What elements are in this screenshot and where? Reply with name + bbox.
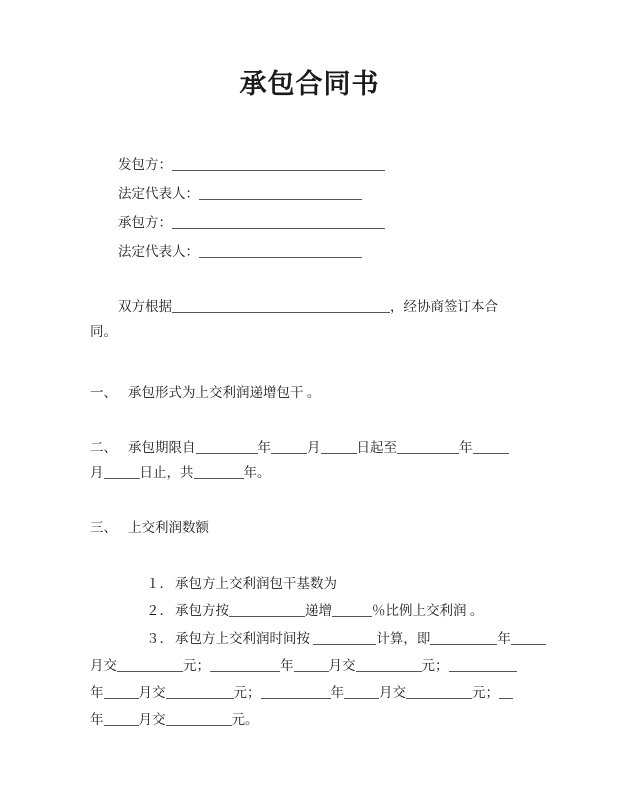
- preamble-blank-basis[interactable]: [172, 299, 390, 313]
- clause-3-item-3-blank-year-2[interactable]: [210, 658, 280, 672]
- clause-3-item-1-number: １．: [146, 576, 173, 591]
- clause-2-text-e: 年: [459, 440, 473, 455]
- field-row-contracting-legal-rep: [118, 242, 362, 262]
- clause-2-line-1: [90, 438, 509, 458]
- clause-3-item-3-text-c: 年: [497, 631, 511, 646]
- clause-3-item-3-text-o: 年: [90, 712, 104, 727]
- field-blank-contracting-legal-rep[interactable]: [199, 243, 362, 258]
- clause-3-item-3-blank-amount-3[interactable]: [166, 685, 234, 699]
- clause-3-item-2-number: ２．: [146, 603, 173, 618]
- clause-3-item-2-text-c: ％比例上交利润 。: [372, 603, 484, 618]
- clause-2-text-f: 月: [90, 465, 104, 480]
- field-label-issuing-legal-rep: 法定代表人：: [118, 186, 199, 201]
- clause-3-item-3-blank-amount-1[interactable]: [117, 658, 183, 672]
- field-label-contracting-legal-rep: 法定代表人：: [118, 244, 199, 259]
- clause-2-text-h: 年。: [243, 465, 271, 480]
- clause-2-blank-end-month[interactable]: [473, 440, 509, 454]
- clause-3-item-3-text-f: 年: [280, 658, 294, 673]
- clause-3-item-3-blank-month-3[interactable]: [104, 685, 139, 699]
- clause-2-text-d: 日起至: [356, 440, 397, 455]
- clause-3-item-3-blank-period[interactable]: [313, 631, 376, 645]
- field-row-issuing-legal-rep: [118, 184, 362, 204]
- clause-3-item-3-text-d: 月交: [90, 658, 117, 673]
- field-label-issuing-party: 发包方：: [118, 157, 172, 172]
- clause-3-item-3-text-a: 承包方上交利润时间按: [175, 631, 314, 646]
- clause-3-item-3-line-4: [90, 710, 259, 730]
- field-row-contracting-party: [118, 213, 385, 233]
- field-blank-contracting-party[interactable]: [172, 214, 385, 229]
- preamble-line-1: [118, 297, 498, 317]
- clause-3-heading-line: [90, 518, 209, 538]
- clause-3-item-2-blank-base[interactable]: [229, 603, 305, 617]
- clause-3-item-3-blank-amount-2[interactable]: [356, 658, 422, 672]
- clause-3-item-2-text-a: 承包方按: [175, 603, 229, 618]
- clause-3-item-3-text-b: 计算，即: [376, 631, 431, 646]
- clause-2-blank-start-day[interactable]: [321, 440, 357, 454]
- clause-3-item-3-text-l: 年: [330, 685, 344, 700]
- clause-3-item-3-blank-year-1[interactable]: [430, 631, 497, 645]
- clause-3-item-3-text-h: 元；: [421, 658, 449, 673]
- field-label-contracting-party: 承包方：: [118, 215, 172, 230]
- clause-3-item-3-blank-month-5[interactable]: [104, 712, 139, 726]
- page-title: 承包合同书: [239, 69, 380, 99]
- preamble-line-2: [90, 322, 117, 342]
- clause-3-item-3-blank-amount-4[interactable]: [406, 685, 472, 699]
- clause-3-item-3-text-m: 月交: [379, 685, 406, 700]
- clause-3-item-3-number: ３．: [146, 631, 173, 646]
- clause-3-item-3-text-p: 月交: [138, 712, 166, 727]
- clause-3-item-3-text-j: 月交: [138, 685, 166, 700]
- clause-2-text-a: 承包期限自: [128, 440, 196, 455]
- clause-2-blank-end-day[interactable]: [104, 465, 140, 479]
- clause-2-blank-end-year[interactable]: [397, 440, 459, 454]
- clause-1-line: [90, 383, 320, 403]
- clause-3-item-3-line-3: [90, 683, 513, 703]
- clause-3-item-3-text-e: 元；: [183, 658, 210, 673]
- clause-3-item-3-blank-month-2[interactable]: [294, 658, 329, 672]
- clause-3-item-3-text-i: 年: [90, 685, 104, 700]
- field-row-issuing-party: [118, 155, 385, 175]
- clause-3-item-3-line-1: [146, 629, 546, 649]
- clause-3-item-2: [146, 601, 483, 621]
- clause-3-item-3-blank-year-3[interactable]: [449, 658, 517, 672]
- clause-2-text-b: 年: [257, 440, 271, 455]
- field-blank-issuing-party[interactable]: [172, 156, 385, 171]
- clause-2-blank-start-year[interactable]: [196, 440, 258, 454]
- clause-1-text: 承包形式为上交利润递增包干 。: [128, 385, 321, 400]
- clause-3-item-3-text-k: 元；: [233, 685, 261, 700]
- clause-3-item-3-blank-year-5[interactable]: [499, 685, 513, 699]
- preamble-suffix: ，经协商签订本合: [390, 299, 498, 314]
- clause-3-item-3-text-n: 元；: [472, 685, 499, 700]
- clause-3-heading: 上交利润数额: [128, 520, 209, 535]
- clause-3-item-3-blank-month-4[interactable]: [344, 685, 379, 699]
- clause-3-item-1-text: 承包方上交利润包干基数为: [175, 576, 337, 591]
- preamble-prefix: 双方根据: [118, 299, 172, 314]
- clause-1-number: 一、: [90, 385, 117, 400]
- clause-2-number: 二、: [90, 440, 117, 455]
- clause-3-item-3-line-2: [90, 656, 517, 676]
- clause-3-item-2-blank-percent[interactable]: [332, 603, 372, 617]
- clause-3-item-3-blank-year-4[interactable]: [261, 685, 331, 699]
- clause-2-line-2: [90, 463, 271, 483]
- clause-3-item-3-blank-amount-5[interactable]: [166, 712, 232, 726]
- field-blank-issuing-legal-rep[interactable]: [199, 185, 362, 200]
- clause-2-blank-start-month[interactable]: [271, 440, 307, 454]
- clause-2-blank-total-years[interactable]: [194, 465, 244, 479]
- preamble-line-2-text: 同。: [90, 324, 117, 339]
- clause-3-number: 三、: [90, 520, 117, 535]
- clause-3-item-1: [146, 574, 337, 594]
- clause-2-text-g: 日止，共: [139, 465, 194, 480]
- clause-3-item-3-blank-month-1[interactable]: [511, 631, 546, 645]
- clause-3-item-2-text-b: 递增: [305, 603, 332, 618]
- clause-3-item-3-text-g: 月交: [328, 658, 356, 673]
- clause-3-item-3-text-q: 元。: [231, 712, 259, 727]
- clause-2-text-c: 月: [307, 440, 321, 455]
